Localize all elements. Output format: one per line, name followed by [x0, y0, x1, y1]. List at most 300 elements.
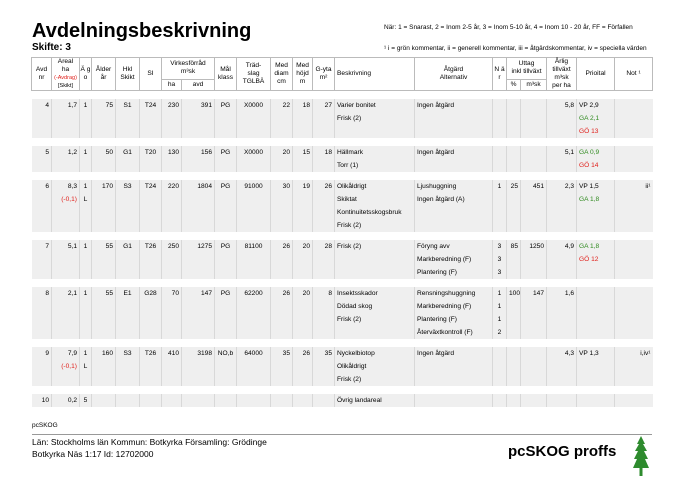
legend-nar: När: 1 = Snarast, 2 = Inom 2-5 år, 3 = Inom 5-10 år, 4 = Inom 10 - 20 år, FF = Förfallen — [384, 24, 633, 31]
cell-areal — [52, 206, 80, 219]
cell-not — [615, 326, 653, 339]
cell-prioital — [577, 219, 615, 232]
cell-not — [615, 394, 653, 407]
table-row — [32, 313, 653, 326]
cell-diam — [271, 125, 293, 138]
cell-tradslag — [237, 159, 271, 172]
col-uttag: Uttag inkl tillväxt — [507, 58, 547, 80]
cell-mal — [215, 125, 237, 138]
cell-nar — [493, 125, 507, 138]
spacer-cell — [32, 279, 653, 287]
cell-tillvaxt — [547, 326, 577, 339]
cell-not — [615, 159, 653, 172]
cell-tradslag — [237, 394, 271, 407]
cell-hojd: 19 — [293, 180, 313, 193]
cell-uttag-pct — [507, 219, 521, 232]
cell-si — [140, 253, 162, 266]
cell-virkes-avd: 147 — [182, 287, 215, 300]
cell-diam — [271, 266, 293, 279]
cell-atgard — [415, 112, 493, 125]
cell-not — [615, 193, 653, 206]
cell-beskrivning: Insektsskador — [335, 287, 415, 300]
cell-not — [615, 360, 653, 373]
cell-uttag-pct — [507, 253, 521, 266]
cell-hkl — [116, 125, 140, 138]
table-row — [32, 300, 653, 313]
cell-virkes-avd — [182, 112, 215, 125]
cell-tillvaxt — [547, 159, 577, 172]
table-row — [32, 146, 653, 159]
cell-diam — [271, 206, 293, 219]
col-prioital: Prioital — [577, 58, 615, 91]
cell-uttag-m3 — [521, 146, 547, 159]
cell-virkes-avd — [182, 313, 215, 326]
cell-virkes-ha: 410 — [162, 347, 182, 360]
cell-hojd — [293, 253, 313, 266]
cell-nar — [493, 360, 507, 373]
cell-not — [615, 112, 653, 125]
cell-mal — [215, 326, 237, 339]
cell-beskrivning — [335, 253, 415, 266]
cell-nar — [493, 206, 507, 219]
cell-si: T24 — [140, 99, 162, 112]
cell-nar — [493, 347, 507, 360]
cell-beskrivning: Varier bonitet — [335, 99, 415, 112]
cell-not — [615, 146, 653, 159]
cell-areal: (-0,1) — [52, 360, 80, 373]
cell-gyta: 27 — [313, 99, 335, 112]
col-alder: Ålder år — [92, 58, 116, 91]
cell-not — [615, 99, 653, 112]
cell-beskrivning: Dödad skog — [335, 300, 415, 313]
cell-atgard — [415, 219, 493, 232]
cell-atgard: Plantering (F) — [415, 313, 493, 326]
table-row — [32, 125, 653, 138]
cell-avd: 6 — [32, 180, 52, 193]
cell-alder: 170 — [92, 180, 116, 193]
cell-virkes-ha — [162, 112, 182, 125]
cell-ago — [80, 112, 92, 125]
cell-hojd — [293, 300, 313, 313]
table-row — [32, 159, 653, 172]
cell-mal — [215, 193, 237, 206]
cell-nar — [493, 146, 507, 159]
col-si: SI — [140, 58, 162, 91]
cell-atgard: Plantering (F) — [415, 266, 493, 279]
cell-hojd: 20 — [293, 240, 313, 253]
cell-ago — [80, 326, 92, 339]
cell-virkes-avd — [182, 266, 215, 279]
cell-gyta — [313, 219, 335, 232]
cell-tillvaxt — [547, 253, 577, 266]
cell-avd: 9 — [32, 347, 52, 360]
cell-alder — [92, 266, 116, 279]
cell-virkes-avd: 3198 — [182, 347, 215, 360]
cell-atgard: Föryng avv — [415, 240, 493, 253]
cell-atgard — [415, 360, 493, 373]
cell-tillvaxt: 5,8 — [547, 99, 577, 112]
cell-gyta — [313, 253, 335, 266]
cell-si: T26 — [140, 347, 162, 360]
cell-hojd — [293, 206, 313, 219]
cell-uttag-m3 — [521, 326, 547, 339]
cell-uttag-m3 — [521, 159, 547, 172]
cell-hojd: 15 — [293, 146, 313, 159]
cell-si — [140, 266, 162, 279]
cell-avd — [32, 159, 52, 172]
col-hojd: Med höjd m — [293, 58, 313, 91]
cell-uttag-pct — [507, 347, 521, 360]
cell-tradslag — [237, 373, 271, 386]
cell-diam — [271, 219, 293, 232]
cell-alder — [92, 373, 116, 386]
cell-si — [140, 206, 162, 219]
cell-nar — [493, 159, 507, 172]
cell-ago — [80, 206, 92, 219]
cell-diam: 26 — [271, 287, 293, 300]
cell-prioital: GÖ 13 — [577, 125, 615, 138]
cell-tradslag: 81100 — [237, 240, 271, 253]
cell-nar — [493, 394, 507, 407]
cell-mal — [215, 373, 237, 386]
cell-tradslag — [237, 266, 271, 279]
cell-uttag-m3 — [521, 313, 547, 326]
cell-avd — [32, 360, 52, 373]
table-row — [32, 112, 653, 125]
cell-tradslag: X0000 — [237, 99, 271, 112]
cell-hkl: G1 — [116, 146, 140, 159]
cell-uttag-m3 — [521, 219, 547, 232]
cell-diam — [271, 373, 293, 386]
cell-hkl — [116, 326, 140, 339]
cell-hkl — [116, 253, 140, 266]
cell-tillvaxt — [547, 394, 577, 407]
cell-gyta — [313, 360, 335, 373]
cell-prioital — [577, 360, 615, 373]
cell-uttag-pct: 100 — [507, 287, 521, 300]
spacer-cell — [32, 172, 653, 180]
cell-alder — [92, 253, 116, 266]
cell-areal: 1,2 — [52, 146, 80, 159]
cell-nar: 3 — [493, 240, 507, 253]
cell-nar — [493, 373, 507, 386]
cell-hkl — [116, 193, 140, 206]
table-row — [32, 253, 653, 266]
cell-virkes-avd: 156 — [182, 146, 215, 159]
cell-prioital — [577, 326, 615, 339]
col-atgard: Åtgärd Alternativ — [415, 58, 493, 91]
table-row — [32, 219, 653, 232]
cell-si: G28 — [140, 287, 162, 300]
cell-beskrivning: Frisk (2) — [335, 112, 415, 125]
cell-uttag-m3 — [521, 266, 547, 279]
cell-beskrivning: Frisk (2) — [335, 373, 415, 386]
row-spacer — [32, 279, 653, 287]
cell-avd — [32, 313, 52, 326]
cell-areal: (-0,1) — [52, 193, 80, 206]
cell-ago: L — [80, 360, 92, 373]
cell-avd — [32, 112, 52, 125]
cell-virkes-ha — [162, 300, 182, 313]
cell-diam — [271, 300, 293, 313]
cell-hkl — [116, 266, 140, 279]
cell-tradslag — [237, 193, 271, 206]
cell-mal — [215, 300, 237, 313]
footer-divider — [32, 434, 652, 435]
cell-ago: 5 — [80, 394, 92, 407]
cell-not — [615, 253, 653, 266]
cell-uttag-m3 — [521, 347, 547, 360]
cell-avd: 7 — [32, 240, 52, 253]
col-uttag-m3: m³sk — [521, 79, 547, 90]
cell-gyta — [313, 159, 335, 172]
cell-mal — [215, 112, 237, 125]
cell-prioital — [577, 300, 615, 313]
cell-uttag-pct — [507, 99, 521, 112]
cell-virkes-avd — [182, 326, 215, 339]
cell-nar — [493, 112, 507, 125]
cell-si — [140, 125, 162, 138]
cell-uttag-pct — [507, 112, 521, 125]
col-diam: Med diam cm — [271, 58, 293, 91]
table-row — [32, 193, 653, 206]
cell-alder: 160 — [92, 347, 116, 360]
cell-ago — [80, 300, 92, 313]
cell-uttag-m3 — [521, 206, 547, 219]
cell-tradslag — [237, 313, 271, 326]
col-gyta: G-yta m² — [313, 58, 335, 91]
cell-hkl — [116, 394, 140, 407]
table-row — [32, 347, 653, 360]
cell-areal — [52, 266, 80, 279]
cell-beskrivning: Olikåldrigt — [335, 180, 415, 193]
cell-virkes-ha — [162, 193, 182, 206]
cell-alder — [92, 159, 116, 172]
cell-beskrivning: Olikåldrigt — [335, 360, 415, 373]
spacer-cell — [32, 232, 653, 240]
cell-si — [140, 219, 162, 232]
cell-areal — [52, 125, 80, 138]
cell-tradslag: 91000 — [237, 180, 271, 193]
cell-alder — [92, 300, 116, 313]
cell-diam — [271, 112, 293, 125]
cell-atgard — [415, 394, 493, 407]
cell-alder: 55 — [92, 287, 116, 300]
cell-avd — [32, 373, 52, 386]
cell-si — [140, 300, 162, 313]
cell-hojd: 26 — [293, 347, 313, 360]
table-body — [32, 91, 653, 408]
cell-tillvaxt — [547, 313, 577, 326]
cell-avd: 4 — [32, 99, 52, 112]
cell-not — [615, 313, 653, 326]
cell-areal: 0,2 — [52, 394, 80, 407]
cell-hkl — [116, 373, 140, 386]
spruce-tree-icon — [633, 436, 649, 476]
cell-hkl — [116, 300, 140, 313]
cell-tradslag — [237, 253, 271, 266]
table-row — [32, 287, 653, 300]
cell-uttag-m3 — [521, 300, 547, 313]
cell-diam: 22 — [271, 99, 293, 112]
cell-virkes-avd — [182, 193, 215, 206]
col-ago: Ä g o — [80, 58, 92, 91]
cell-virkes-ha: 250 — [162, 240, 182, 253]
cell-gyta — [313, 266, 335, 279]
cell-virkes-ha: 220 — [162, 180, 182, 193]
cell-virkes-ha: 70 — [162, 287, 182, 300]
cell-areal: 8,3 — [52, 180, 80, 193]
col-uttag-pct: % — [507, 79, 521, 90]
cell-tillvaxt — [547, 266, 577, 279]
cell-beskrivning: Frisk (2) — [335, 313, 415, 326]
cell-tillvaxt: 5,1 — [547, 146, 577, 159]
cell-uttag-pct — [507, 360, 521, 373]
cell-diam — [271, 253, 293, 266]
cell-beskrivning: Frisk (2) — [335, 219, 415, 232]
cell-gyta — [313, 206, 335, 219]
cell-diam — [271, 394, 293, 407]
cell-mal: PG — [215, 99, 237, 112]
footer-label: pcSKOG — [32, 422, 58, 429]
cell-tillvaxt: 1,6 — [547, 287, 577, 300]
cell-virkes-avd — [182, 300, 215, 313]
cell-alder — [92, 360, 116, 373]
spacer-cell — [32, 138, 653, 146]
col-nar: N ä r — [493, 58, 507, 91]
cell-mal — [215, 360, 237, 373]
legend-notes: ¹ i = grön kommentar, ii = generell kommentar, iii = åtgärdskommentar, iv = speciella värden — [384, 45, 647, 52]
cell-ago — [80, 373, 92, 386]
cell-virkes-avd — [182, 125, 215, 138]
cell-alder — [92, 206, 116, 219]
cell-uttag-m3 — [521, 253, 547, 266]
cell-virkes-avd — [182, 159, 215, 172]
cell-mal: PG — [215, 287, 237, 300]
cell-tillvaxt — [547, 112, 577, 125]
col-mal: Mål klass — [215, 58, 237, 91]
cell-uttag-pct — [507, 146, 521, 159]
cell-uttag-m3: 451 — [521, 180, 547, 193]
cell-not — [615, 125, 653, 138]
cell-hojd — [293, 394, 313, 407]
cell-not — [615, 287, 653, 300]
cell-virkes-ha — [162, 326, 182, 339]
cell-tradslag — [237, 300, 271, 313]
table-row — [32, 240, 653, 253]
cell-alder — [92, 193, 116, 206]
cell-alder — [92, 394, 116, 407]
cell-diam: 26 — [271, 240, 293, 253]
cell-atgard: Markberedning (F) — [415, 300, 493, 313]
cell-prioital — [577, 373, 615, 386]
cell-diam — [271, 313, 293, 326]
cell-hkl: E1 — [116, 287, 140, 300]
cell-hkl: G1 — [116, 240, 140, 253]
cell-avd — [32, 193, 52, 206]
cell-virkes-avd — [182, 360, 215, 373]
page-subtitle: Skifte: 3 — [32, 42, 71, 53]
cell-avd: 10 — [32, 394, 52, 407]
cell-virkes-ha — [162, 159, 182, 172]
cell-gyta — [313, 125, 335, 138]
cell-mal: PG — [215, 240, 237, 253]
cell-mal — [215, 313, 237, 326]
cell-uttag-m3 — [521, 360, 547, 373]
cell-hkl: S3 — [116, 347, 140, 360]
cell-virkes-avd — [182, 206, 215, 219]
cell-atgard — [415, 159, 493, 172]
table-row — [32, 266, 653, 279]
cell-si — [140, 373, 162, 386]
cell-virkes-avd — [182, 373, 215, 386]
cell-not — [615, 206, 653, 219]
cell-virkes-avd — [182, 394, 215, 407]
row-spacer — [32, 386, 653, 394]
cell-hkl — [116, 360, 140, 373]
cell-uttag-pct — [507, 313, 521, 326]
col-not: Not ¹ — [615, 58, 653, 91]
cell-alder — [92, 219, 116, 232]
cell-hkl: S1 — [116, 99, 140, 112]
cell-diam — [271, 360, 293, 373]
cell-tradslag — [237, 360, 271, 373]
cell-uttag-pct — [507, 300, 521, 313]
cell-prioital: VP 2,9 — [577, 99, 615, 112]
cell-gyta: 26 — [313, 180, 335, 193]
cell-ago: 1 — [80, 146, 92, 159]
cell-nar — [493, 193, 507, 206]
cell-gyta — [313, 112, 335, 125]
cell-nar: 1 — [493, 300, 507, 313]
cell-alder — [92, 326, 116, 339]
cell-virkes-ha — [162, 373, 182, 386]
cell-virkes-ha — [162, 360, 182, 373]
cell-nar: 2 — [493, 326, 507, 339]
cell-nar: 1 — [493, 313, 507, 326]
cell-tradslag: 64000 — [237, 347, 271, 360]
spacer-cell — [32, 91, 653, 100]
cell-virkes-avd: 1275 — [182, 240, 215, 253]
cell-uttag-pct — [507, 206, 521, 219]
cell-ago: 1 — [80, 99, 92, 112]
cell-nar: 3 — [493, 253, 507, 266]
spacer-cell — [32, 339, 653, 347]
col-hkl: Hkl Skikt — [116, 58, 140, 91]
cell-mal — [215, 266, 237, 279]
cell-tillvaxt — [547, 300, 577, 313]
cell-tillvaxt: 4,9 — [547, 240, 577, 253]
col-tillvaxt: Årlig tillväxt m³sk per ha — [547, 58, 577, 91]
cell-uttag-m3 — [521, 112, 547, 125]
cell-mal — [215, 219, 237, 232]
cell-areal — [52, 253, 80, 266]
cell-hkl — [116, 112, 140, 125]
cell-not — [615, 300, 653, 313]
cell-tradslag — [237, 206, 271, 219]
cell-areal — [52, 219, 80, 232]
cell-gyta: 28 — [313, 240, 335, 253]
cell-prioital — [577, 287, 615, 300]
cell-beskrivning: Frisk (2) — [335, 240, 415, 253]
cell-prioital: VP 1,5 — [577, 180, 615, 193]
cell-not: ii¹ — [615, 180, 653, 193]
cell-avd: 5 — [32, 146, 52, 159]
cell-gyta: 8 — [313, 287, 335, 300]
cell-uttag-m3 — [521, 125, 547, 138]
cell-areal: 7,9 — [52, 347, 80, 360]
cell-hkl — [116, 206, 140, 219]
